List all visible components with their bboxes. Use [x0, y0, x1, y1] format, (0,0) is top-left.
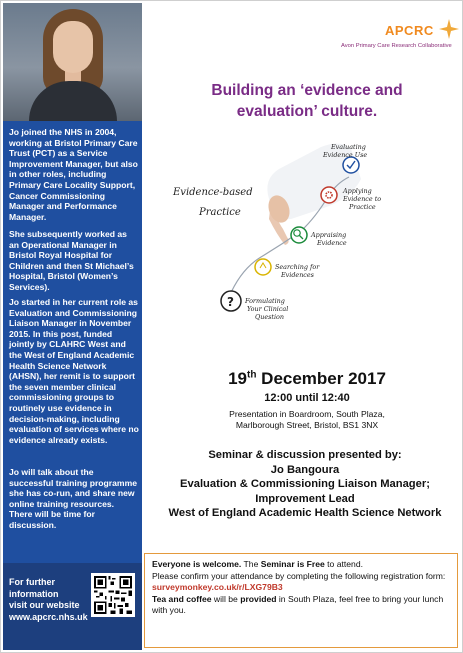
- diagram-heading-2: Practice: [199, 207, 241, 218]
- step-4-label: Practice: [349, 203, 376, 211]
- star-icon: [439, 19, 459, 39]
- page-title: [149, 80, 463, 122]
- bio-paragraph-4: Jo will talk about the successful training programme she has co-run, and share new online training resources. There will be time for discussion.: [9, 467, 137, 530]
- info-text: in South Plaza, feel free to bring your lunch with you.: [152, 593, 444, 615]
- footer-line: For further: [9, 577, 55, 587]
- step-5-label: Evaluating: [331, 143, 366, 151]
- gear-icon: [321, 187, 337, 203]
- step-2-label: Searching for: [275, 263, 320, 271]
- confirm-line: [152, 571, 450, 594]
- welcome-line: [152, 559, 450, 571]
- info-text: The: [241, 559, 261, 569]
- bio-paragraph-3: Jo started in her current role as Evaluation and Commissioning Liaison Manager in November 2015. In this post, funded jointly by CLAHRC West and the West of England Academic Health Science Network (AHSN), her remit is to support the seven member clinical commissioning groups to routinely use evidence in decision-making, including evaluation of services where no evidence already exists.: [9, 297, 139, 445]
- step-1-label: Question: [255, 313, 284, 321]
- tea-line: [152, 594, 450, 617]
- step-1-label: Your Clinical: [247, 305, 289, 313]
- footer-line: information: [9, 588, 59, 599]
- diagram-heading: Evidence-based: [173, 187, 253, 198]
- lightbulb-icon: [255, 259, 271, 275]
- title-line: Building an ‘evidence and: [211, 82, 403, 99]
- sidebar-footer: [3, 563, 142, 650]
- event-venue: [149, 409, 463, 431]
- presenter-organisation: West of England Academic Health Science Network: [168, 507, 442, 519]
- date-day: 19: [228, 369, 247, 388]
- step-3-label: Evidence: [317, 239, 347, 247]
- step-2-label: Evidences: [281, 271, 314, 279]
- svg-text:?: ?: [227, 295, 234, 309]
- check-icon: [343, 157, 359, 173]
- apcrc-logo: [341, 19, 461, 65]
- tea-text: Tea and coffee: [152, 593, 212, 604]
- bio-paragraph-1: Jo joined the NHS in 2004, working at Bristol Primary Care Trust (PCT) as a Service Improvement Manager, but also in other roles, including Primary Care Locality Support, Cancer Commissioning Manager and Performance Manager.: [9, 127, 138, 222]
- registration-link[interactable]: surveymonkey.co.uk/r/LXG79B3: [152, 582, 283, 592]
- logo-subtitle: Avon Primary Care Research Collaborative: [341, 43, 452, 49]
- bio-paragraph-2: She subsequently worked as an Operational Manager in Bristol Royal Hospital for Children and then St Michael’s Hospital, Bristol (Women’s Services).: [9, 229, 134, 292]
- provided-text: provided: [240, 593, 277, 604]
- logo-name: APCRC: [385, 23, 434, 38]
- step-1-label: Formulating: [245, 297, 285, 305]
- seminar-line: Seminar & discussion presented by:: [208, 449, 402, 461]
- presenter-name: Jo Bangoura: [270, 463, 340, 476]
- presenter-role: Evaluation & Commissioning Liaison Manager;: [180, 478, 430, 490]
- venue-line: Presentation in Boardroom, South Plaza,: [229, 409, 385, 419]
- info-text: will be: [211, 593, 241, 604]
- free-text: Seminar is Free: [260, 559, 325, 569]
- date-suffix: th: [246, 369, 257, 381]
- info-text: to attend.: [324, 559, 364, 569]
- step-4-label: Applying: [343, 187, 372, 195]
- footer-text: [9, 577, 89, 623]
- website-link[interactable]: www.apcrc.nhs.uk: [9, 611, 88, 622]
- step-5-label: Evidence Use: [323, 151, 368, 159]
- event-time: 12:00 until 12:40: [264, 392, 350, 404]
- presenter-role: Improvement Lead: [255, 492, 355, 505]
- footer-line: visit our website: [9, 600, 80, 610]
- title-line: evaluation’ culture.: [236, 103, 378, 120]
- registration-info-box: [144, 553, 458, 648]
- speaker-photo: [3, 3, 142, 121]
- venue-line: Marlborough Street, Bristol, BS1 3NX: [235, 420, 379, 430]
- seminar-presenter: [145, 448, 463, 521]
- date-month-year: December 2017: [256, 369, 386, 388]
- welcome-text: Everyone is welcome.: [152, 559, 242, 569]
- step-4-label: Evidence to: [343, 195, 382, 203]
- event-date: [149, 369, 463, 389]
- evidence-based-practice-diagram: [151, 139, 401, 329]
- qr-code-icon[interactable]: [91, 573, 135, 617]
- step-3-label: Appraising: [311, 231, 347, 239]
- confirm-text: Please confirm your attendance by completing the following registration form:: [152, 570, 446, 581]
- sidebar: [3, 3, 142, 650]
